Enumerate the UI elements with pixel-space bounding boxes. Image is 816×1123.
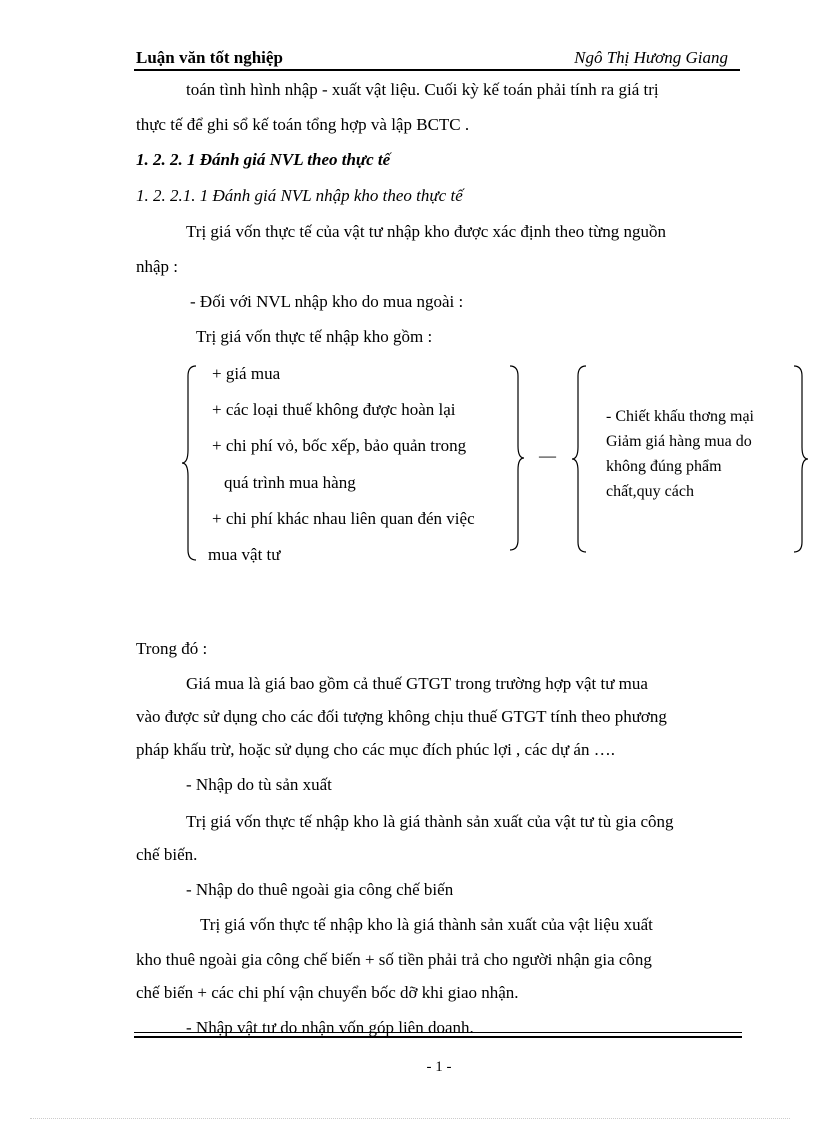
includes-label: Trị giá vốn thực tế nhập kho gồm :: [196, 327, 433, 346]
footer-rule-bottom: [134, 1036, 742, 1038]
formula-item-2: + các loại thuế không được hoàn lại: [212, 400, 456, 419]
p3-line-2: chế biến.: [136, 845, 198, 864]
left-open-brace: [180, 364, 200, 562]
page-bottom-border: [30, 1118, 790, 1119]
bullet-joint-venture: - Nhập vật tư do nhận vốn góp liên doanh.: [186, 1018, 474, 1037]
p2-line-2: vào được sử dụng cho các đối tượng không chịu thuế GTGT tính theo phương: [136, 707, 667, 726]
left-close-brace: [506, 364, 526, 552]
header-rule: [134, 69, 740, 71]
p2-line-3: pháp khấu trừ, hoặc sử dụng cho các mục đích phúc lợi , các dự án ….: [136, 740, 615, 759]
p1-line-1: Trị giá vốn thực tế của vật tư nhập kho được xác định theo từng nguồn: [186, 222, 667, 241]
p2-line-1: Giá mua là giá bao gồm cả thuế GTGT trong trường hợp vật tư mua: [186, 674, 648, 693]
right-close-brace: [790, 364, 810, 554]
bullet-self-produced: - Nhập do tù sản xuất: [186, 775, 332, 794]
intro-line-1: toán tình hình nhập - xuất vật liệu. Cuối kỳ kế toán phải tính ra giá trị: [186, 80, 659, 99]
intro-line-2: thực tế để ghi sổ kế toán tổng hợp và lập BCTC .: [136, 115, 470, 134]
footer-rule-top: [134, 1032, 742, 1033]
bullet-outsourced: - Nhập do thuê ngoài gia công chế biến: [186, 880, 454, 899]
bullet-purchase: - Đối với NVL nhập kho do mua ngoài :: [190, 292, 464, 311]
p1-line-2: nhập :: [136, 257, 179, 276]
formula-item-3b: quá trình mua hàng: [224, 473, 356, 492]
trong-do-label: Trong đó :: [136, 639, 208, 658]
header-author: Ngô Thị Hương Giang: [574, 48, 728, 67]
deduction-item-1: - Chiết khấu thơng mại: [606, 408, 754, 425]
formula-item-4: + chi phí khác nhau liên quan đén việc: [212, 509, 475, 528]
subsection-heading: 1. 2. 2.1. 1 Đánh giá NVL nhập kho theo thực tế: [136, 186, 463, 205]
deduction-item-3: không đúng phẩm: [606, 458, 722, 475]
right-open-brace: [570, 364, 590, 554]
deduction-item-4: chất,quy cách: [606, 483, 694, 500]
p4-line-2: kho thuê ngoài gia công chế biến + số tiền phải trả cho người nhận gia công: [136, 950, 652, 969]
section-heading: 1. 2. 2. 1 Đánh giá NVL theo thực tế: [136, 150, 391, 169]
deduction-item-2: Giảm giá hàng mua do: [606, 433, 752, 450]
p3-line-1: Trị giá vốn thực tế nhập kho là giá thành sản xuất của vật tư tù gia công: [186, 812, 674, 831]
p4-line-1: Trị giá vốn thực tế nhập kho là giá thành sản xuất của vật liệu xuất: [200, 915, 653, 934]
minus-operator: —: [539, 446, 556, 465]
formula-item-3: + chi phí vỏ, bốc xếp, bảo quản trong: [212, 436, 467, 455]
page-number: - 1 -: [426, 1059, 452, 1075]
p4-line-3: chế biến + các chi phí vận chuyển bốc dỡ khi giao nhận.: [136, 983, 519, 1002]
formula-item-1: + giá mua: [212, 364, 281, 383]
header-title: Luận văn tốt nghiệp: [136, 48, 283, 67]
formula-item-4b: mua vật tư: [208, 545, 281, 564]
